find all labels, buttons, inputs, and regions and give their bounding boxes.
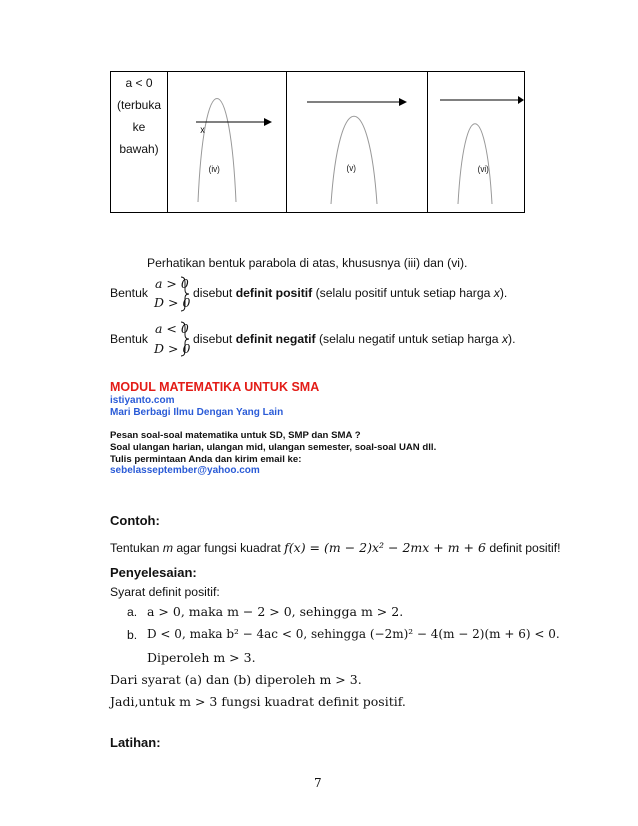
q-var: m <box>162 541 174 555</box>
bentuk2-term: definit negatif <box>235 332 316 346</box>
panel-v-label: (v) <box>346 163 356 173</box>
ad-line3: Tulis permintaan Anda dan kirim email ke: <box>110 454 302 465</box>
intro-text: Perhatikan bentuk parabola di atas, khususnya (iii) dan (vi). <box>147 256 468 270</box>
bentuk2-prefix: Bentuk <box>110 332 148 346</box>
row-label-line: ke <box>132 120 146 134</box>
row-label-line: a < 0 <box>125 76 153 90</box>
bentuk1-term: definit positif <box>235 286 313 300</box>
bentuk1-cond-bottom: D > 0 <box>154 295 191 310</box>
bentuk1-end: ). <box>499 286 508 300</box>
page-number: 7 <box>314 776 322 790</box>
bentuk2-post: (selalu negatif untuk setiap harga <box>319 332 499 346</box>
panel-vi-label: (vi) <box>477 164 489 174</box>
bentuk1-prefix: Bentuk <box>110 286 148 300</box>
parabola-vi-graph <box>428 72 524 212</box>
ad-line2: Soal ulangan harian, ulangan mid, ulangan semester, soal-soal UAN dll. <box>110 442 437 453</box>
row-label-line: (terbuka <box>116 98 162 112</box>
step-b-label: b. <box>127 628 138 642</box>
contoh-question <box>110 540 561 555</box>
dari-text: Dari syarat (a) dan (b) diperoleh m > 3. <box>110 672 362 687</box>
latihan-heading: Latihan: <box>110 735 161 750</box>
step-a-label: a. <box>127 605 138 619</box>
parabola-iv-graph <box>168 72 286 212</box>
ad-tagline: Mari Berbagi Ilmu Dengan Yang Lain <box>110 407 284 418</box>
bentuk1-cond-top: a > 0 <box>155 276 189 291</box>
brace-icon <box>180 321 190 357</box>
step-b-math: D < 0, maka b² − 4ac < 0, sehingga (−2m)² − 4(m − 2)(m + 6) < 0. <box>147 627 560 641</box>
bentuk1-post: (selalu positif untuk setiap harga <box>315 286 491 300</box>
parabola-table <box>110 71 525 213</box>
bentuk2-cond-top: a < 0 <box>155 321 189 336</box>
ad-site-link[interactable]: istiyanto.com <box>110 395 175 406</box>
bentuk2-pre: disebut <box>193 332 233 346</box>
panel-iv-label: (iv) <box>208 164 220 174</box>
brace-icon <box>180 276 190 312</box>
q-function: f(x) = (m − 2)x² − 2mx + m + 6 <box>284 540 486 555</box>
bentuk1-desc <box>193 286 507 300</box>
contoh-heading: Contoh: <box>110 513 160 528</box>
diperoleh-text: Diperoleh m > 3. <box>147 650 256 665</box>
bentuk2-cond-bottom: D > 0 <box>154 341 191 356</box>
ad-title: MODUL MATEMATIKA UNTUK SMA <box>110 380 320 394</box>
parabola-v-graph <box>287 72 427 212</box>
penyelesaian-heading: Penyelesaian: <box>110 565 197 580</box>
bentuk2-end: ). <box>508 332 516 346</box>
ad-email-link[interactable]: sebelasseptember@yahoo.com <box>110 465 260 476</box>
q-end: definit positif! <box>489 541 561 555</box>
bentuk1-pre: disebut <box>193 286 233 300</box>
q-pre: Tentukan <box>110 541 160 555</box>
ad-line1: Pesan soal-soal matematika untuk SD, SMP dan SMA ? <box>110 430 361 441</box>
row-label-a-negative <box>111 72 167 160</box>
bentuk1-var: x <box>493 286 500 300</box>
syarat-text: Syarat definit positif: <box>110 585 220 599</box>
jadi-text: Jadi,untuk m > 3 fungsi kuadrat definit positif. <box>110 694 406 709</box>
row-label-line: bawah) <box>119 142 159 156</box>
q-mid: agar fungsi kuadrat <box>176 541 281 555</box>
axis-x-label: x <box>200 125 205 136</box>
bentuk2-var: x <box>501 332 509 346</box>
step-a-math: a > 0, maka m − 2 > 0, sehingga m > 2. <box>147 604 404 619</box>
bentuk2-desc <box>193 332 515 346</box>
